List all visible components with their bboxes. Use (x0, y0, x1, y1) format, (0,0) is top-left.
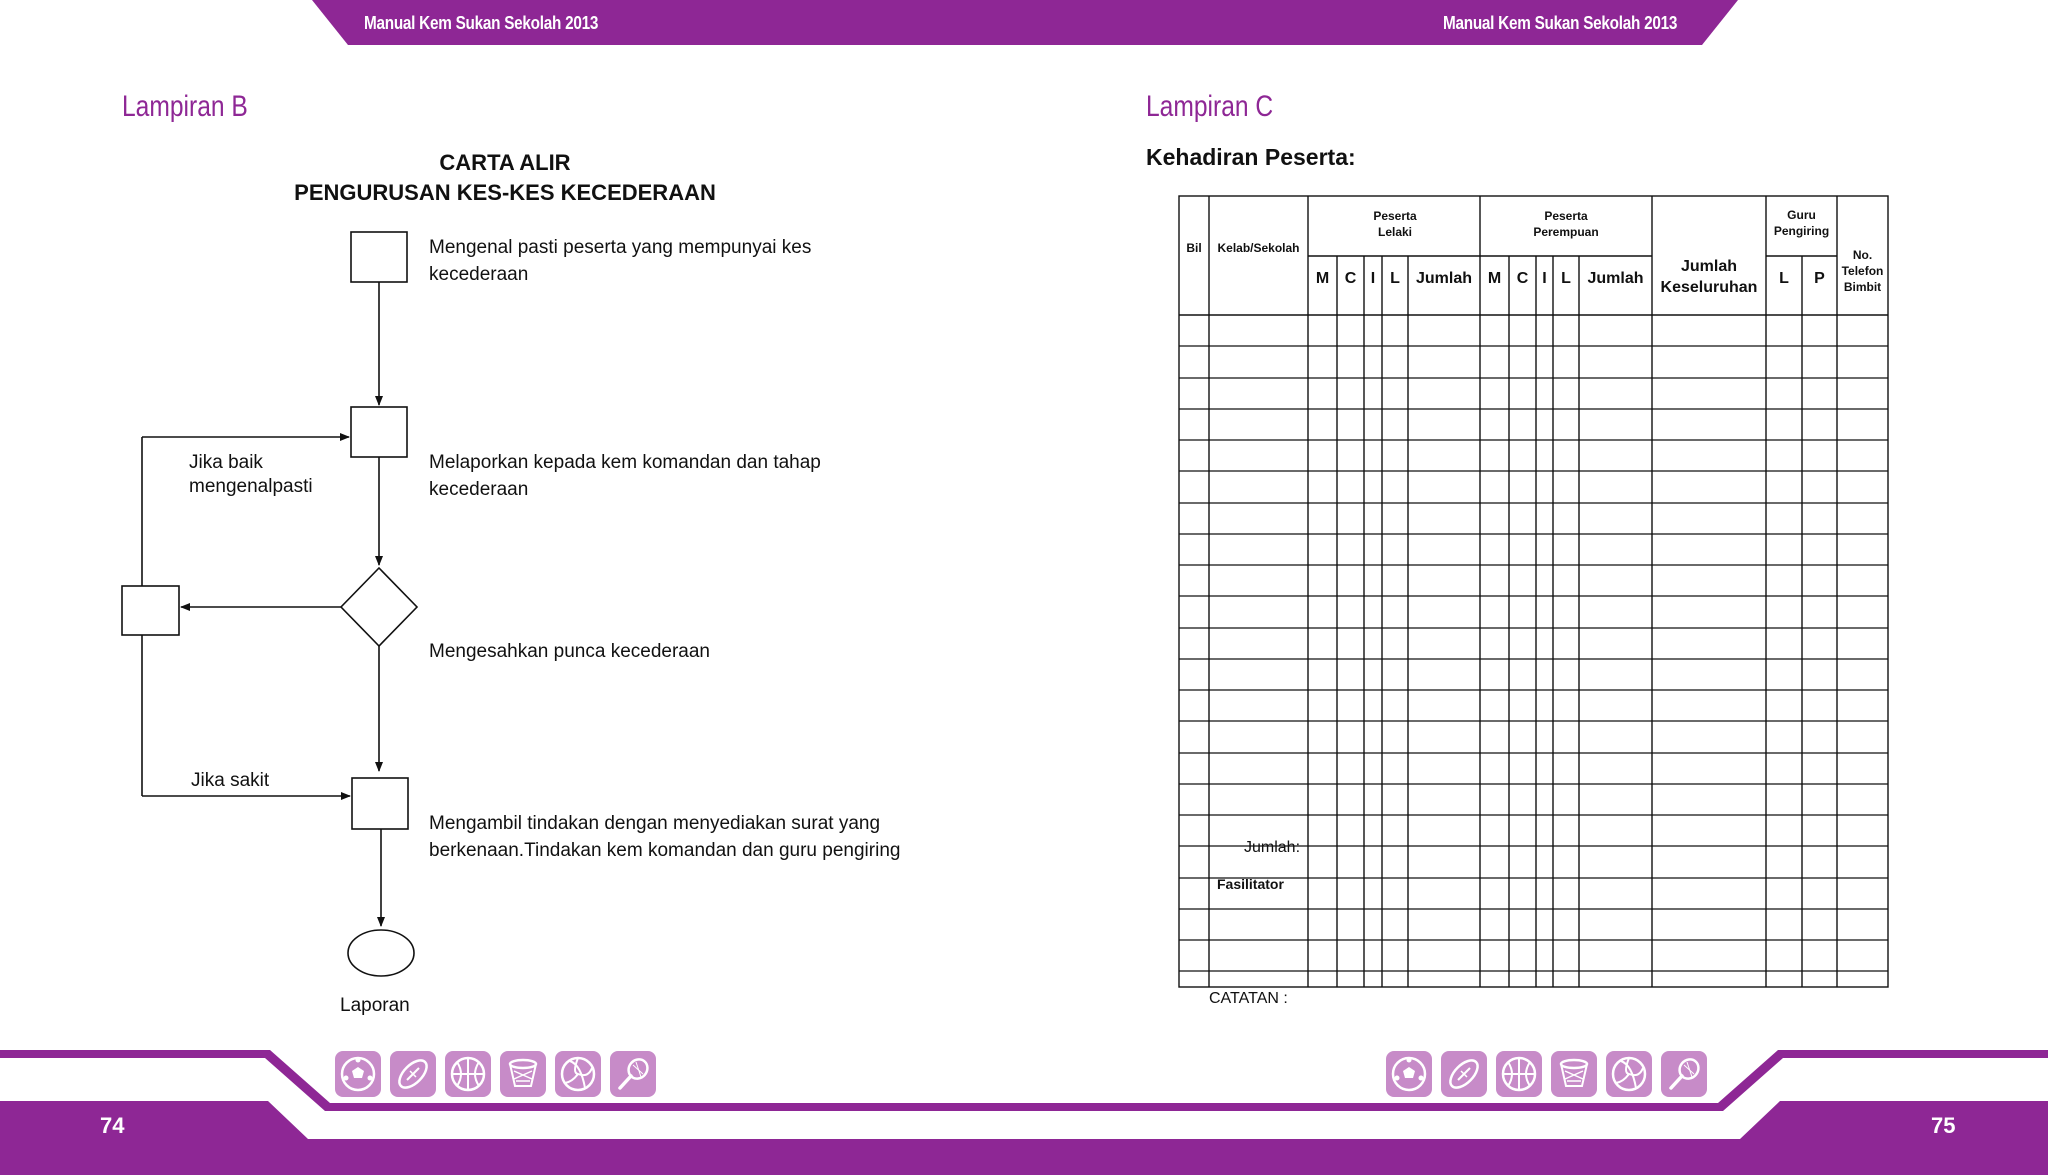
basketball-icon (445, 1051, 491, 1097)
sub-perempuan-l: L (1561, 270, 1571, 287)
group-header-perempuan: Peserta Perempuan (1533, 209, 1599, 239)
row-label-jumlah: Jumlah: (1244, 839, 1301, 856)
catatan-label: CATATAN : (1209, 990, 1288, 1007)
lampiran-b-heading: Lampiran B (122, 90, 248, 123)
volleyball-icon (555, 1051, 601, 1097)
step-report-text: Melaporkan kepada kem komandan dan tahap kecederaan (429, 452, 821, 500)
flowchart-title: CARTA ALIR (439, 150, 571, 175)
sub-lelaki-l: L (1390, 270, 1400, 287)
branch-sick-label: Jika sakit (191, 770, 270, 791)
flowchart-subtitle: PENGURUSAN KES-KES KECEDERAAN (294, 180, 716, 205)
sub-lelaki-m: M (1315, 270, 1330, 287)
sub-guru-l: L (1779, 270, 1789, 287)
step-action-text: Mengambil tindakan dengan menyediakan surat yang berkenaan.Tindakan kem komandan dan guru pengiring (429, 813, 901, 861)
sub-lelaki-c: C (1344, 270, 1357, 287)
header-title-right: Manual Kem Sukan Sekolah 2013 (1443, 13, 1678, 33)
group-header-lelaki: Peserta Lelaki (1373, 209, 1417, 239)
header-title-left: Manual Kem Sukan Sekolah 2013 (364, 13, 599, 33)
row-label-fasilitator: Fasilitator (1217, 876, 1284, 892)
sub-perempuan-jumlah: Jumlah (1587, 270, 1644, 287)
football-icon (1386, 1051, 1432, 1097)
sub-perempuan-i: I (1542, 270, 1547, 287)
page-number-right: 75 (1931, 1113, 1956, 1138)
football-icon (335, 1051, 381, 1097)
sub-perempuan-m: M (1487, 270, 1502, 287)
basketball-icon (1496, 1051, 1542, 1097)
sub-lelaki-jumlah: Jumlah (1415, 270, 1472, 287)
col-header-keseluruhan: Jumlah Keseluruhan (1660, 258, 1758, 296)
rugby-ball-icon (1441, 1051, 1487, 1097)
step-verify-text: Mengesahkan punca kecederaan (429, 641, 710, 662)
page-number-left: 74 (100, 1113, 125, 1138)
col-header-bil: Bil (1186, 241, 1202, 255)
col-header-telefon: No. Telefon Bimbit (1841, 248, 1884, 294)
rugby-ball-icon (390, 1051, 436, 1097)
netball-hoop-icon (500, 1051, 546, 1097)
volleyball-icon (1606, 1051, 1652, 1097)
attendance-heading: Kehadiran Peserta: (1146, 144, 1356, 170)
sub-lelaki-i: I (1370, 270, 1376, 287)
sub-guru-p: P (1814, 270, 1825, 287)
sub-perempuan-c: C (1516, 270, 1529, 287)
group-header-guru: Guru Pengiring (1773, 208, 1830, 238)
badminton-racket-icon (1661, 1051, 1707, 1097)
branch-good-label: Jika baik mengenalpasti (189, 452, 313, 497)
badminton-racket-icon (610, 1051, 656, 1097)
step-identify-text: Mengenal pasti peserta yang mempunyai kes kecederaan (429, 237, 812, 285)
end-label: Laporan (340, 995, 410, 1016)
lampiran-c-heading: Lampiran C (1146, 90, 1274, 123)
col-header-kelab: Kelab/Sekolah (1217, 241, 1300, 255)
netball-hoop-icon (1551, 1051, 1597, 1097)
